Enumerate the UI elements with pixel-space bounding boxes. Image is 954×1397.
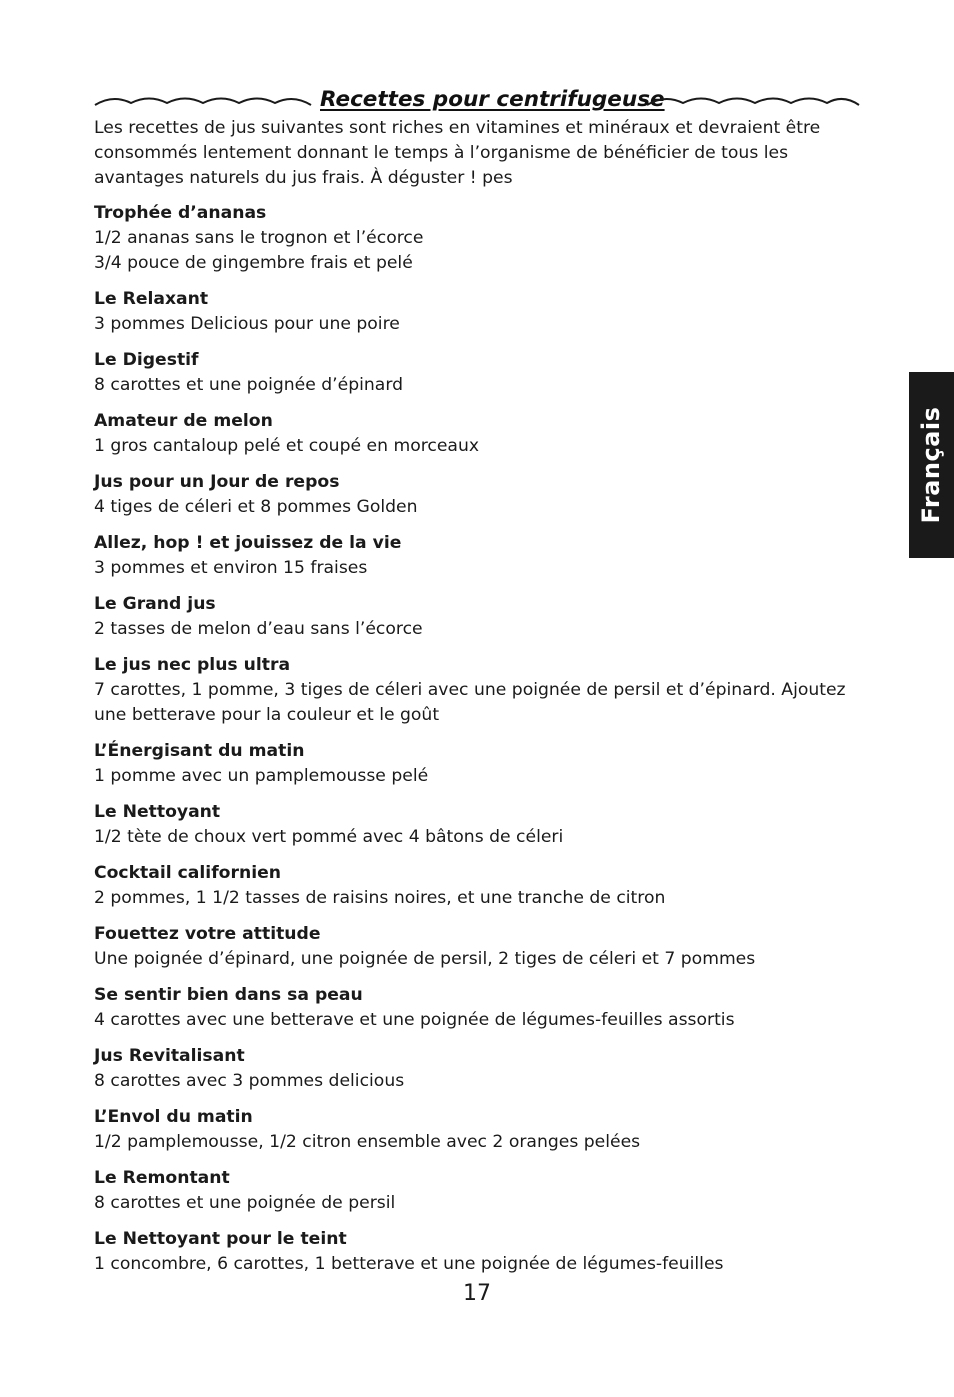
section-heading: [93, 86, 861, 118]
recipe-ingredients: 7 carottes, 1 pomme, 3 tiges de céleri avec une poignée de persil et d’épinard. Ajoutez une betterave pour la couleur et le goût: [94, 680, 846, 725]
recipe-ingredients: 1/2 tète de choux vert pommé avec 4 bâtons de céleri: [94, 827, 564, 847]
recipe-name: L’Énergisant du matin: [94, 741, 305, 761]
wave-ornament-left: [93, 96, 313, 110]
language-tab-label: Français: [917, 406, 945, 524]
recipe-item: [94, 1227, 864, 1277]
recipe-ingredients: 3/4 pouce de gingembre frais et pelé: [94, 253, 413, 273]
recipe-item: [94, 1166, 864, 1216]
wave-ornament-right: [645, 96, 861, 110]
recipe-name: Le Remontant: [94, 1168, 230, 1188]
recipe-item: [94, 470, 864, 520]
recipe-item: [94, 983, 864, 1033]
recipe-item: [94, 201, 864, 276]
recipe-name: Allez, hop ! et jouissez de la vie: [94, 533, 402, 553]
recipe-ingredients: 4 carottes avec une betterave et une poignée de légumes-feuilles assortis: [94, 1010, 735, 1030]
recipe-item: [94, 800, 864, 850]
recipe-ingredients: Une poignée d’épinard, une poignée de persil, 2 tiges de céleri et 7 pommes: [94, 949, 756, 969]
recipe-item: [94, 861, 864, 911]
recipe-name: Le Grand jus: [94, 594, 216, 614]
recipe-ingredients: 8 carottes et une poignée d’épinard: [94, 375, 404, 395]
recipe-name: Jus Revitalisant: [94, 1046, 245, 1066]
recipe-item: [94, 653, 864, 728]
recipe-name: Jus pour un Jour de repos: [94, 472, 340, 492]
page-number: 17: [463, 1281, 491, 1306]
recipe-ingredients: 1 gros cantaloup pelé et coupé en morceaux: [94, 436, 480, 456]
recipe-name: Le Relaxant: [94, 289, 209, 309]
recipe-name: Le Nettoyant: [94, 802, 221, 822]
recipe-name: Se sentir bien dans sa peau: [94, 985, 363, 1005]
recipe-ingredients: 1/2 pamplemousse, 1/2 citron ensemble avec 2 oranges pelées: [94, 1132, 641, 1152]
recipe-item: [94, 287, 864, 337]
recipe-item: [94, 348, 864, 398]
recipe-item: [94, 409, 864, 459]
recipe-ingredients: 8 carottes et une poignée de persil: [94, 1193, 396, 1213]
recipe-ingredients: 8 carottes avec 3 pommes delicious: [94, 1071, 405, 1091]
recipe-name: Fouettez votre attitude: [94, 924, 321, 944]
recipe-ingredients: 2 tasses de melon d’eau sans l’écorce: [94, 619, 423, 639]
recipe-name: Cocktail californien: [94, 863, 281, 883]
recipe-name: Amateur de melon: [94, 411, 273, 431]
recipe-item: [94, 531, 864, 581]
recipe-ingredients: 3 pommes Delicious pour une poire: [94, 314, 400, 334]
recipe-list: [94, 201, 864, 1277]
recipe-item: [94, 592, 864, 642]
recipe-item: [94, 739, 864, 789]
recipe-ingredients: 1 pomme avec un pamplemousse pelé: [94, 766, 429, 786]
recipe-item: [94, 1105, 864, 1155]
recipe-ingredients: 1/2 ananas sans le trognon et l’écorce: [94, 228, 424, 248]
page-title: Recettes pour centrifugeuse: [320, 87, 665, 112]
recipe-ingredients: 2 pommes, 1 1/2 tasses de raisins noires, et une tranche de citron: [94, 888, 666, 908]
recipe-name: L’Envol du matin: [94, 1107, 253, 1127]
recipe-name: Trophée d’ananas: [94, 203, 267, 223]
recipe-name: Le jus nec plus ultra: [94, 655, 291, 675]
language-tab: [909, 372, 954, 558]
recipe-item: [94, 1044, 864, 1094]
recipe-name: Le Nettoyant pour le teint: [94, 1229, 347, 1249]
recipe-name: Le Digestif: [94, 350, 199, 370]
recipe-ingredients: 4 tiges de céleri et 8 pommes Golden: [94, 497, 418, 517]
intro-paragraph: Les recettes de jus suivantes sont riches en vitamines et minéraux et devraient être consommés lentement donnant le temps à l’organisme de bénéficier de tous les avantages naturels du jus frais. À déguster ! pes: [94, 118, 821, 188]
recipe-ingredients: 1 concombre, 6 carottes, 1 betterave et une poignée de légumes-feuilles: [94, 1254, 724, 1274]
recipe-item: [94, 922, 864, 972]
recipe-ingredients: 3 pommes et environ 15 fraises: [94, 558, 368, 578]
